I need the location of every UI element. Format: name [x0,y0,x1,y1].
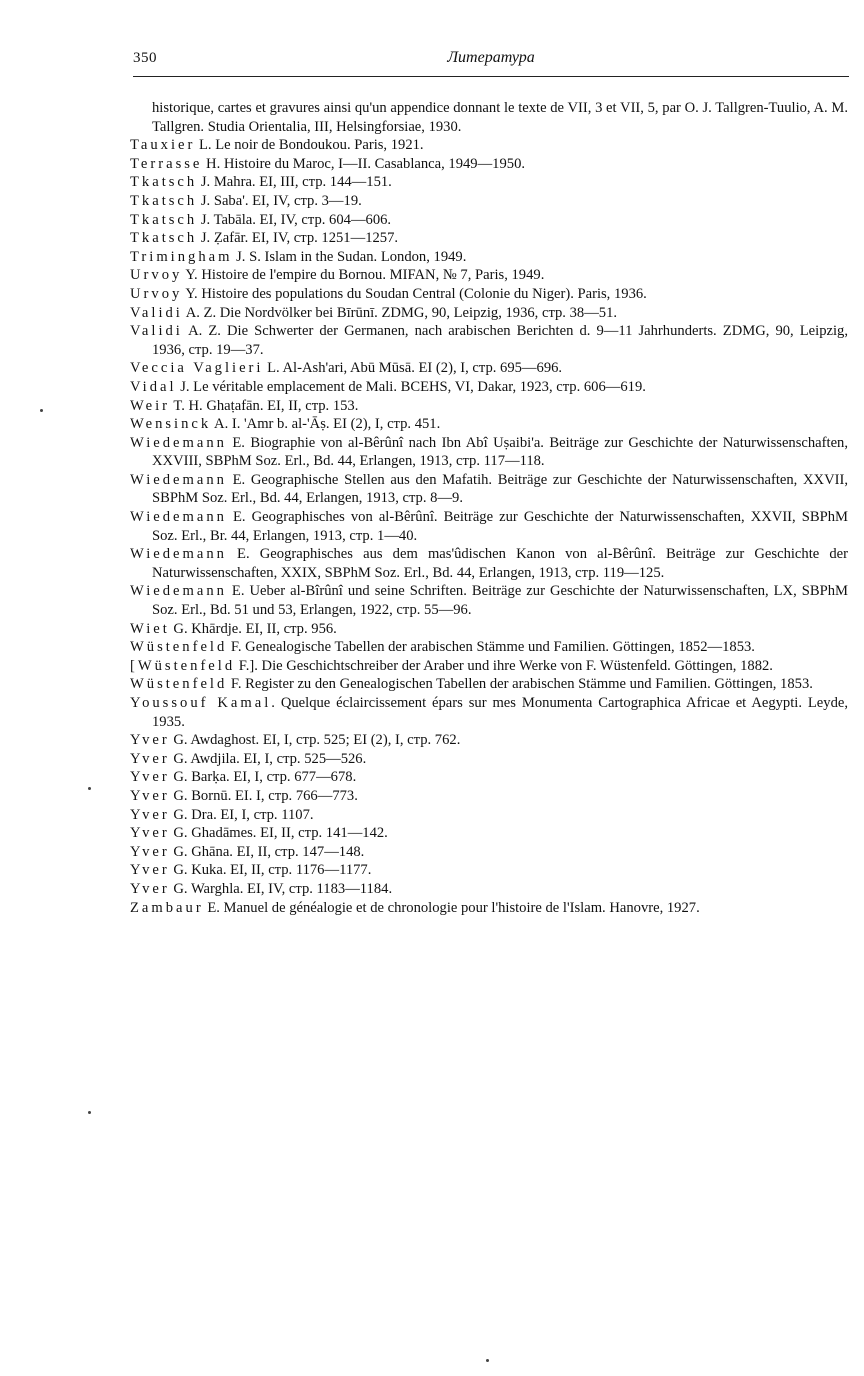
bib-author: Yver [130,880,170,897]
bib-author: Yver [130,862,170,879]
bib-text: historique, cartes et gravures ainsi qu'un appendice donnant le texte de VII, 3 et VII, 5, par O. J. Tallgren-Tuulio, A. M. Tallgren. Studia Orientalia, III, Helsingforsiae, 1930. [152,100,848,135]
bib-entry [130,136,848,155]
bib-author: Veccia Vaglieri [130,360,264,377]
scan-speck [40,409,43,412]
bib-text: T. H. Ghaṭafān. EI, II, стр. 153. [170,397,359,414]
bib-entry [130,787,848,806]
bib-author: Yver [130,825,170,842]
bib-author: Wüstenfeld [130,639,228,656]
bib-entry [130,861,848,880]
bib-entry [130,880,848,899]
bib-entry [130,285,848,304]
bib-author: Terrasse [130,155,203,172]
bib-entry [130,322,848,359]
bib-entry [130,731,848,750]
bib-entry [130,266,848,285]
bib-entry [130,248,848,267]
bib-text: G. Khārdje. EI, II, стр. 956. [169,620,337,637]
bib-text: E. Biographie von al-Bêrûnî nach Ibn Abî Uṣaibi'a. Beiträge zur Geschichte der Naturwissenschaften, XXVIII, SBPhM Soz. Erl., Bd. 44, Erlangen, 1913, стр. 117—118. [152,434,848,470]
bib-entry [130,582,848,619]
bib-text: G. Warghla. EI, IV, стр. 1183—1184. [169,880,393,897]
bib-entry [130,675,848,694]
bib-entry [130,359,848,378]
bib-text: Y. Histoire des populations du Soudan Central (Colonie du Niger). Paris, 1936. [182,285,647,302]
bib-author: Tkatsch [130,174,198,191]
bib-text: G. Ghadāmes. EI, II, стр. 141—142. [169,825,388,842]
scan-speck [88,787,91,790]
bib-author: Wiedemann [130,434,227,451]
bib-text: G. Barḳa. EI, I, стр. 677—678. [169,769,357,786]
bib-author: Wiedemann [130,546,227,563]
bib-text: F. Genealogische Tabellen der arabischen Stämme und Familien. Göttingen, 1852—1853. [227,639,755,656]
bib-entry [130,211,848,230]
running-title: Литература [447,49,535,66]
bib-author: Wiedemann [130,509,227,526]
bib-entry [130,192,848,211]
bib-author: Validi [130,323,183,340]
bib-author: [Wüstenfeld [130,657,236,674]
bib-entry [130,229,848,248]
bib-text: E. Geographisches von al-Bêrûnî. Beiträge zur Geschichte der Naturwissenschaften, XXVII, SBPhM Soz. Erl., Br. 44, Erlangen, 1913, стр. 1—40. [152,509,848,544]
bib-entry [130,620,848,639]
bib-text: L. Al-Ash'ari, Abū Mūsā. EI (2), I, стр. 695—696. [263,360,563,377]
bib-entry [130,638,848,657]
bib-text: L. Le noir de Bondoukou. Paris, 1921. [195,137,424,154]
bib-text: G. Dra. EI, I, стр. 1107. [169,806,314,823]
page-header [133,48,849,77]
bib-entry [130,173,848,192]
bib-entry [130,545,848,582]
bib-author: Yver [130,769,170,786]
bib-author: Trimingham [130,248,233,265]
bib-entry [130,657,848,676]
bib-author: Yver [130,732,170,749]
bib-entry [130,99,848,136]
bib-text: G. Ghāna. EI, II, стр. 147—148. [169,843,365,860]
bib-author: Tauxier [130,137,196,154]
bib-entry [130,768,848,787]
bib-author: Urvoy [130,267,183,284]
bib-author: Urvoy [130,285,183,302]
bib-author: Tkatsch [130,230,198,247]
bib-text: . Quelque éclaircissement épars sur mes Monumenta Cartographica Africae et Aegypti. Leyde, 1935. [152,695,848,730]
bib-text: J. Ẓafār. EI, IV, стр. 1251—1257. [197,230,399,247]
bib-entry [130,824,848,843]
bib-text: J. Mahra. EI, III, стр. 144—151. [197,174,392,191]
bib-entry [130,304,848,323]
bib-author: Yver [130,787,170,804]
bib-author: Zambaur [130,899,204,916]
bib-entry [130,155,848,174]
bib-author: Wüstenfeld [130,676,228,693]
bib-author: Yver [130,750,170,767]
bib-entry [130,508,848,545]
bib-author: Tkatsch [130,211,198,228]
bib-author: Wiedemann [130,471,227,488]
bib-text: G. Awdjila. EI, I, стр. 525—526. [169,750,367,767]
bib-text: Y. Histoire de l'empire du Bornou. MIFAN, № 7, Paris, 1949. [182,267,545,284]
bib-text: H. Histoire du Maroc, I—II. Casablanca, 1949—1950. [202,155,526,172]
bib-text: A. Z. Die Nordvölker bei Bīrūnī. ZDMG, 90, Leipzig, 1936, стр. 38—51. [182,304,618,321]
bib-author: Weir [130,397,170,414]
bibliography-list [130,99,848,917]
bib-entry [130,434,848,471]
bib-entry [130,694,848,731]
bib-entry [130,806,848,825]
bib-entry [130,415,848,434]
bib-author: Wiedemann [130,583,227,600]
bib-author: Yver [130,806,170,823]
bib-author: Wensinck [130,416,212,433]
scan-speck [486,1359,489,1362]
bib-text: F.]. Die Geschichtschreiber der Araber und ihre Werke von F. Wüstenfeld. Göttingen, 1882. [235,657,773,674]
bib-text: E. Manuel de généalogie et de chronologie pour l'histoire de l'Islam. Hanovre, 1927. [203,899,700,916]
bib-entry [130,471,848,508]
bib-text: A. Z. Die Schwerter der Germanen, nach arabischen Berichten d. 9—11 Jahrhunderts. ZDMG, 90, Leipzig, 1936, стр. 19—37. [152,323,848,358]
bib-text: E. Ueber al-Bîrûnî und seine Schriften. Beiträge zur Geschichte der Naturwissenschaften, LX, SBPhM Soz. Erl., Bd. 51 und 53, Erlangen, 1922, стр. 55—96. [152,583,848,619]
bib-text: E. Geographisches aus dem mas'ûdischen Kanon von al-Bêrûnî. Beiträge zur Geschichte der Naturwissenschaften, XXIX, SBPhM Soz. Erl., Bd. 44, Erlangen, 1913, стр. 119—125. [152,546,848,581]
bib-entry [130,899,848,918]
page-number: 350 [133,50,157,66]
bib-entry [130,843,848,862]
bib-entry [130,397,848,416]
bib-text: E. Geographische Stellen aus den Mafatih. Beiträge zur Geschichte der Naturwissenschaften, XXVII, SBPhM Soz. Erl., Bd. 44, Erlangen, 1913, стр. 8—9. [152,471,848,507]
bib-text: J. Le véritable emplacement de Mali. BCEHS, VI, Dakar, 1923, стр. 606—619. [176,378,646,395]
scan-speck [88,1111,91,1114]
bib-text: G. Bornū. EI. I, стр. 766—773. [169,787,358,804]
bib-author: Vidal [130,378,177,395]
bib-text: J. S. Islam in the Sudan. London, 1949. [232,248,467,265]
bib-text: G. Awdaghost. EI, I, стр. 525; EI (2), I, стр. 762. [169,732,461,749]
bib-text: G. Kuka. EI, II, стр. 1176—1177. [169,862,372,879]
bib-entry [130,378,848,397]
bib-author: Validi [130,304,183,321]
bib-text: F. Register zu den Genealogischen Tabellen der arabischen Stämme und Familien. Göttingen, 1853. [227,676,813,693]
bib-entry [130,750,848,769]
bib-author: Yver [130,843,170,860]
bib-text: A. I. 'Amr b. al-'Āṣ. EI (2), I, стр. 451. [211,416,441,433]
bib-author: Wiet [130,620,170,637]
bib-text: J. Saba'. EI, IV, стр. 3—19. [197,192,362,209]
bib-author: Tkatsch [130,192,198,209]
bib-text: J. Tabāla. EI, IV, стр. 604—606. [197,211,392,228]
bib-author: Youssouf Kamal [130,695,272,711]
